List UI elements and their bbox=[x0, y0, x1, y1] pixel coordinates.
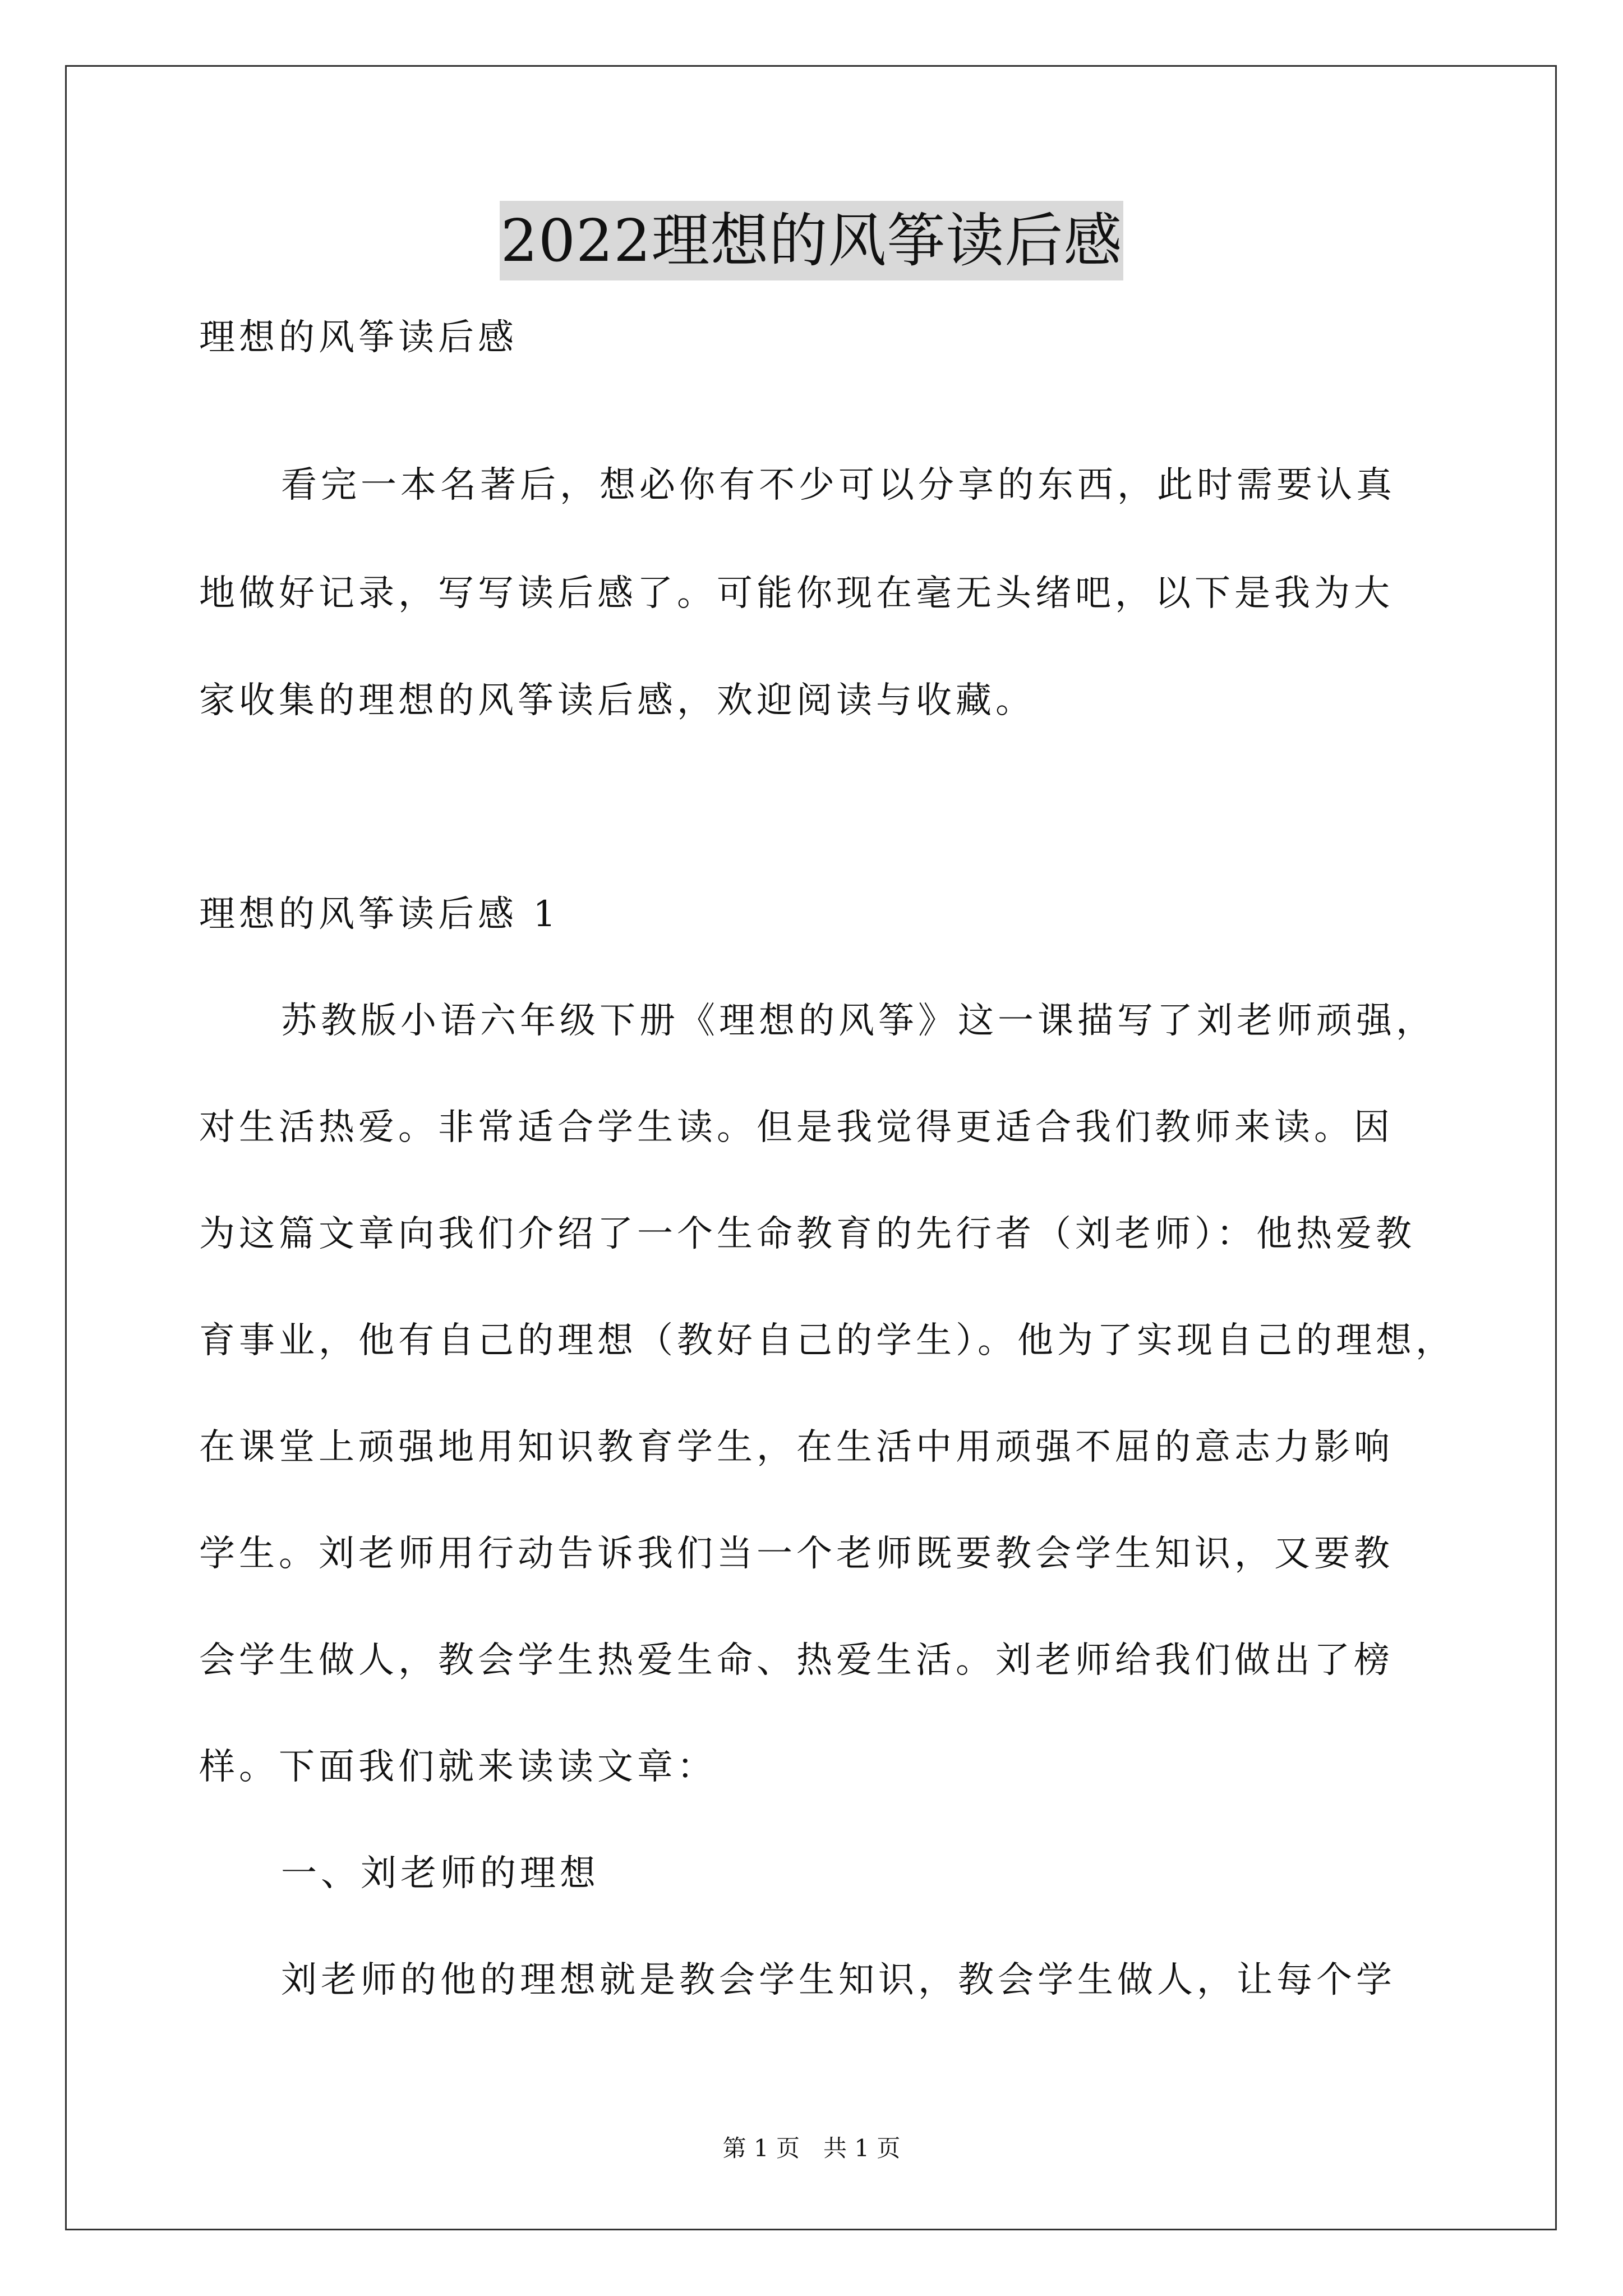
subtitle: 理想的风筝读后感 bbox=[199, 317, 518, 358]
body-line: 会学生做人，教会学生热爱生命、热爱生活。刘老师给我们做出了榜 bbox=[199, 1640, 1394, 1681]
body-line: 苏教版小语六年级下册《理想的风筝》这一课描写了刘老师顽强， bbox=[281, 1000, 1436, 1042]
body-line: 样。下面我们就来读读文章： bbox=[199, 1746, 717, 1788]
intro-line: 地做好记录，写写读后感了。可能你现在毫无头绪吧，以下是我为大 bbox=[199, 573, 1394, 614]
intro-line: 看完一本名著后，想必你有不少可以分享的东西，此时需要认真 bbox=[281, 464, 1396, 506]
body-line: 育事业，他有自己的理想（教好自己的学生）。他为了实现自己的理想， bbox=[199, 1320, 1455, 1361]
body-line: 为这篇文章向我们介绍了一个生命教育的先行者（刘老师）：他热爱教 bbox=[199, 1213, 1415, 1255]
intro-line: 家收集的理想的风筝读后感，欢迎阅读与收藏。 bbox=[199, 680, 1035, 721]
subheading: 一、刘老师的理想 bbox=[281, 1853, 600, 1894]
body-line: 对生活热爱。非常适合学生读。但是我觉得更适合我们教师来读。因 bbox=[199, 1107, 1394, 1148]
body-line: 在课堂上顽强地用知识教育学生，在生活中用顽强不屈的意志力影响 bbox=[199, 1427, 1394, 1468]
body-line: 学生。刘老师用行动告诉我们当一个老师既要教会学生知识，又要教 bbox=[199, 1533, 1394, 1575]
section-heading: 理想的风筝读后感 1 bbox=[199, 894, 560, 935]
document-title: 2022理想的风筝读后感 bbox=[500, 201, 1124, 280]
body-line: 刘老师的他的理想就是教会学生知识，教会学生做人，让每个学 bbox=[281, 1959, 1396, 2001]
page-footer: 第 1 页 共 1 页 bbox=[722, 2134, 901, 2162]
title-container bbox=[0, 201, 1623, 280]
